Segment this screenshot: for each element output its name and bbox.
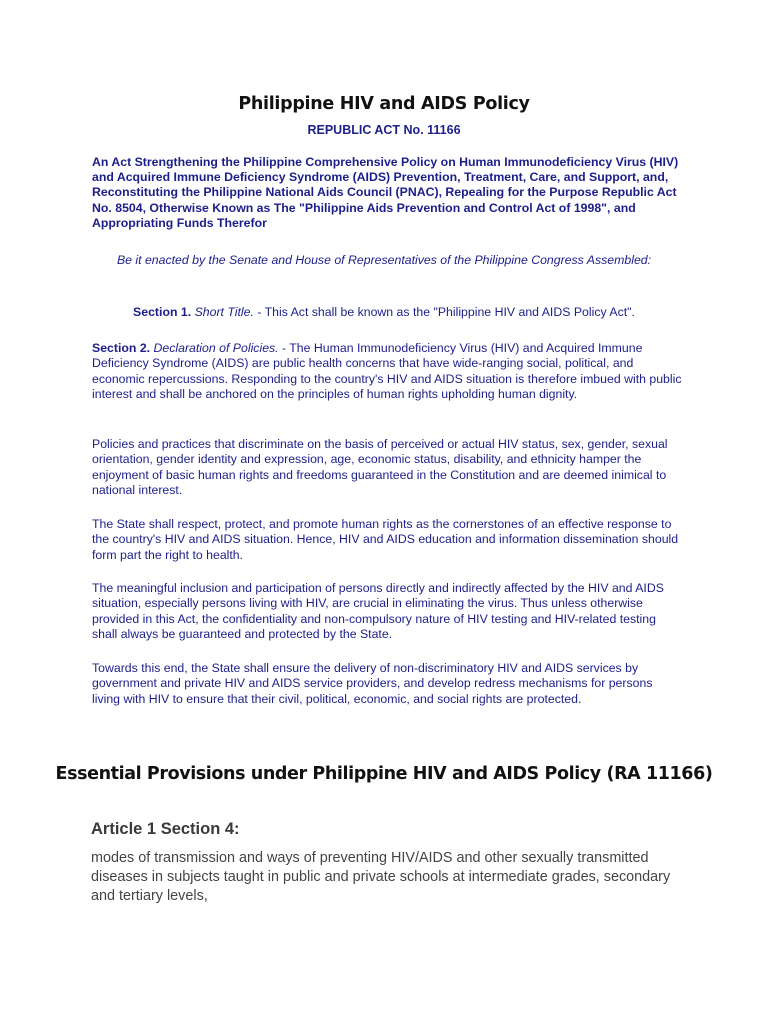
section-1-text: - This Act shall be known as the "Philippine HIV and AIDS Policy Act".: [253, 305, 635, 319]
provisions-heading: Essential Provisions under Philippine HIV and AIDS Policy (RA 11166): [55, 764, 713, 784]
policy-paragraph: Towards this end, the State shall ensure the delivery of non-discriminatory HIV and AIDS services by government and private HIV and AIDS service providers, and develop redress mechanisms for persons living with HIV to ensure that their civil, political, economic, and social rights are protected.: [92, 661, 653, 706]
policy-paragraph: Policies and practices that discriminate on the basis of perceived or actual HIV status, sex, gender, sexual orientation, gender identity and expression, age, economic status, disability, and ethnicity hamper the enjoyment of basic human rights and freedoms guaranteed in the Constitution and are deemed inimical to national interest.: [92, 437, 668, 497]
article-heading: Article 1 Section 4:: [91, 820, 240, 838]
section-2: [92, 341, 682, 402]
section-2-heading: Declaration of Policies.: [153, 341, 279, 355]
policy-paragraph: The meaningful inclusion and participation of persons directly and indirectly affected by the HIV and AIDS situation, especially persons living with HIV, are crucial in eliminating the virus. Thus unless otherwise provided in this Act, the confidentiality and non-compulsory nature of HIV testing and HIV-related testing shall always be guaranteed and protected by the State.: [92, 581, 664, 641]
enacting-clause: Be it enacted by the Senate and House of Representatives of the Philippine Congress Assembled:: [116, 253, 652, 267]
section-2-label: Section 2.: [92, 341, 151, 355]
section-1-label: Section 1.: [133, 305, 192, 319]
section-2-text: - The Human Immunodeficiency Virus (HIV) and Acquired Immune Deficiency Syndrome (AIDS) are public health concerns that have wide-ranging social, political, and economic repercussions. Responding to the country's HIV and AIDS situation is therefore imbued with public interest and shall be anchored on the principles of human rights upholding human dignity.: [92, 341, 682, 401]
section-1: [0, 305, 768, 319]
section-1-heading: Short Title.: [194, 305, 254, 319]
article-text: modes of transmission and ways of preventing HIV/AIDS and other sexually transmitted diseases in subjects taught in public and private schools at intermediate grades, secondary and tertiary levels,: [91, 850, 671, 904]
document-title: Philippine HIV and AIDS Policy: [238, 94, 530, 114]
act-number: REPUBLIC ACT No. 11166: [307, 123, 461, 137]
policy-paragraph: The State shall respect, protect, and promote human rights as the cornerstones of an effective response to the country's HIV and AIDS situation. Hence, HIV and AIDS education and information dissemination should form part the right to health.: [92, 517, 679, 562]
act-description: An Act Strengthening the Philippine Comprehensive Policy on Human Immunodeficiency Virus (HIV) and Acquired Immune Deficiency Syndrome (AIDS) Prevention, Treatment, Care, and Support, and, Reconstituting the Philippine National Aids Council (PNAC), Repealing for the Purpose Republic Act No. 8504, Otherwise Known as The "Philippine Aids Prevention and Control Act of 1998", and Appropriating Funds Therefor: [92, 155, 679, 230]
